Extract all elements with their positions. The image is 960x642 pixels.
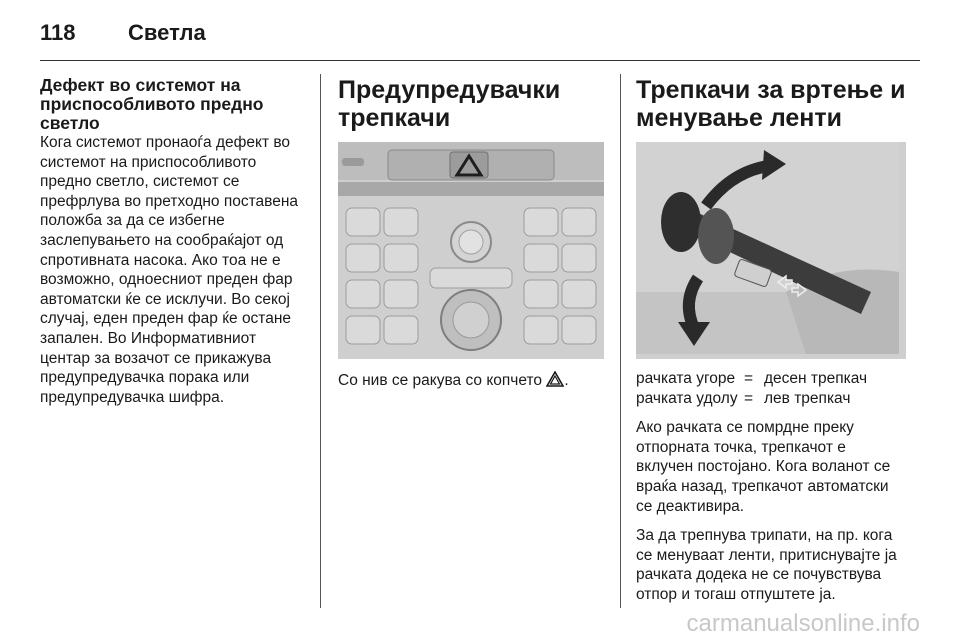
column-hazard-flashers [338,76,604,393]
definition-value: десен трепкач [764,370,868,387]
fault-heading: Дефект во системот на приспособливото предно светло [40,75,264,133]
hazard-heading: Предупредувачки трепкачи [338,76,561,132]
definition-row [636,369,906,389]
column-turn-signals [636,76,906,605]
page-number: 118 [40,20,76,45]
hazard-caption: Со нив се ракува со копчето . [338,371,604,393]
section-title: Светла [128,20,206,45]
watermark-text: carmanualsonline.info [686,610,920,637]
header-rule [40,60,920,61]
definition-term: рачката угоре [636,370,736,387]
definition-row [636,389,906,409]
column-adaptive-light-fault [40,76,308,407]
lever-definitions [636,369,906,408]
column-divider-1 [320,74,321,608]
turn-paragraph-2: За да трепнува трипати, на пр. кога се менуваат ленти, притиснувајте ја рачката додека не се почувствува отпор и тогаш отпуштете ја. [636,527,897,603]
hazard-triangle-icon [546,371,564,393]
fault-body: Кога системот пронаоѓа дефект во системот на приспособливото предно светло, системот се префрлува во претходно поставена положба за да се избегне заслепувањето на сообраќајот од спротивната насока. Ако тоа не е возможно, одноесниот преден фар автоматски ќе се исклучи. Во секој случај, еден преден фар ќе остане запален. Во Информативниот центар за возачот се прикажува предупредувачка порака или предупредувачка шифра. [40,134,299,406]
hazard-caption-text: Со нив се ракува со копчето [338,372,543,389]
column-divider-2 [620,74,621,608]
turn-paragraph-1: Ако рачката се помрдне преку отпорната точка, трепкачот е вклучен постојано. Кога воланот се враќа назад, трепкачот автоматски се деактивира. [636,419,891,515]
definition-equals: = [744,389,754,407]
turn-lever-illustration [636,142,906,359]
hazard-console-illustration [338,142,604,359]
definition-term: рачката удолу [636,389,738,407]
turn-heading: Трепкачи за вртење и менување ленти [636,76,906,132]
page-header [40,14,920,58]
definition-equals: = [744,370,754,387]
definition-value: лев трепкач [764,389,851,407]
